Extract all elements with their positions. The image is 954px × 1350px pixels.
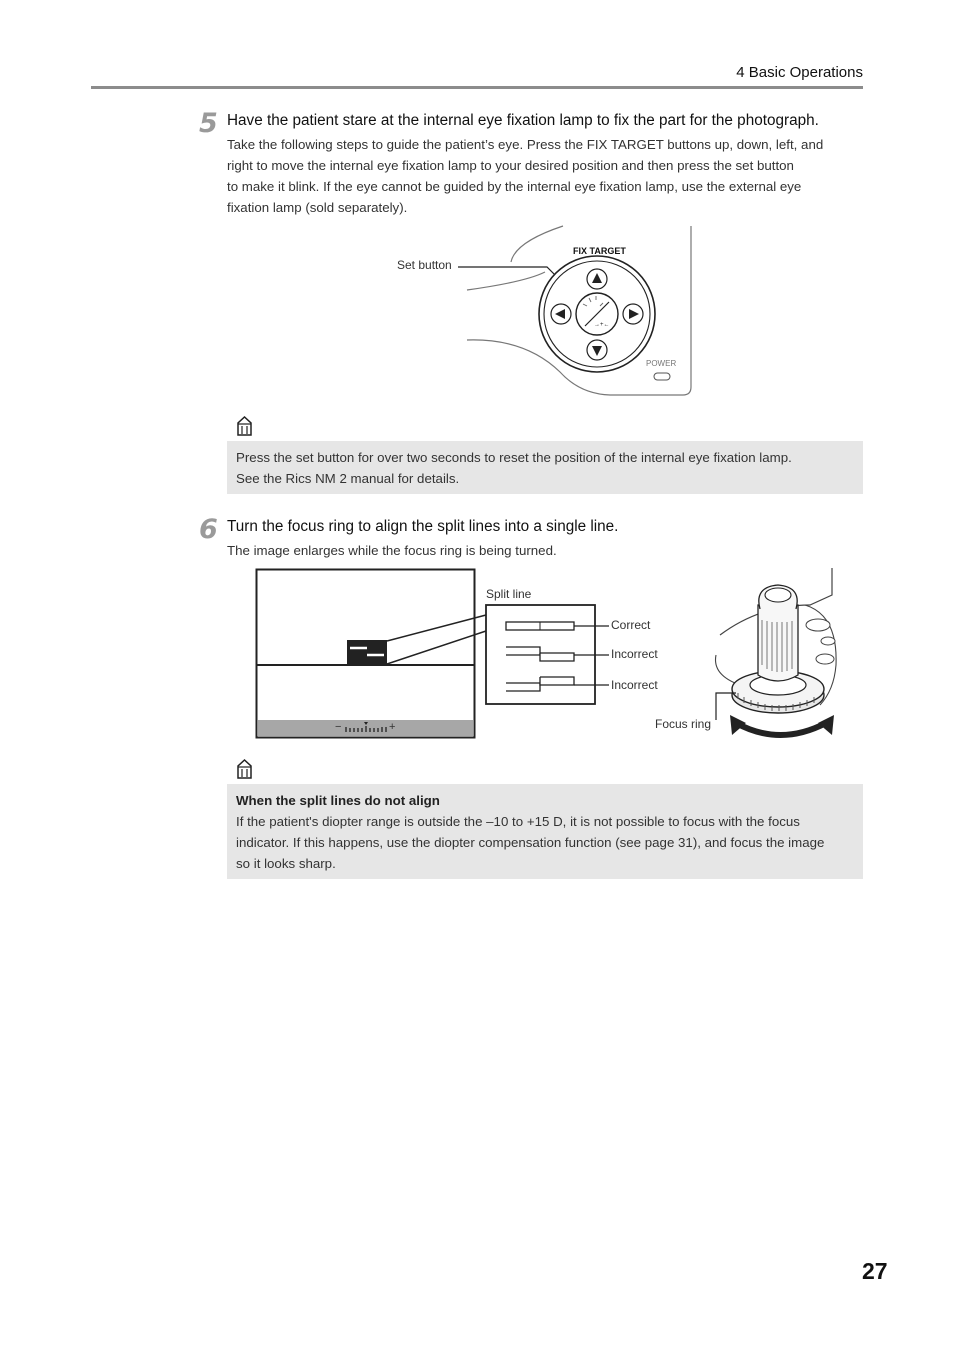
- step-5-note: [227, 441, 863, 494]
- step-5-body-line: right to move the internal eye fixation lamp to your desired position and then press the set button: [227, 158, 794, 173]
- indicator-minus: −: [335, 721, 342, 733]
- step-5-body-line: to make it blink. If the eye cannot be guided by the internal eye fixation lamp, use the external eye: [227, 179, 802, 194]
- chapter-title: 4 Basic Operations: [736, 64, 863, 81]
- step-6-note: [227, 784, 863, 879]
- focus-ring-label: Focus ring: [655, 717, 712, 731]
- note-line: If the patient's diopter range is outside the –10 to +15 D, it is not possible to focus with the focus: [236, 814, 800, 829]
- step-5-body-line: fixation lamp (sold separately).: [227, 200, 408, 215]
- memo-icon: [236, 415, 253, 436]
- set-button-label: Set button: [397, 258, 452, 272]
- page-number: 27: [862, 1258, 888, 1284]
- step-6-title: Turn the focus ring to align the split lines into a single line.: [227, 518, 619, 535]
- header-rule: [91, 86, 863, 89]
- joystick-focus-ring-illustration: [700, 565, 840, 745]
- step-5-body: [227, 134, 867, 218]
- correct-label: Correct: [611, 618, 651, 632]
- indicator-plus: +: [389, 721, 396, 733]
- split-line-illustration: [255, 568, 620, 743]
- power-indicator: [654, 373, 670, 380]
- note-line: Press the set button for over two seconds to reset the position of the internal eye fixation lamp.: [236, 450, 792, 465]
- note-line: See the Rics NM 2 manual for details.: [236, 471, 460, 486]
- memo-icon: [236, 758, 253, 779]
- incorrect-label-1: Incorrect: [611, 647, 658, 661]
- step-5-body-line: Take the following steps to guide the patient’s eye. Press the FIX TARGET buttons up, down, left, and: [227, 137, 824, 152]
- fix-target-label: FIX TARGET: [573, 246, 626, 256]
- svg-text:→+←: →+←: [594, 322, 610, 328]
- step-6-number: 6: [199, 514, 218, 545]
- fix-target-panel-illustration: [455, 222, 700, 402]
- step-6-body: The image enlarges while the focus ring is being turned.: [227, 543, 557, 558]
- step-5-number: 5: [199, 108, 218, 139]
- incorrect-label-2: Incorrect: [611, 678, 658, 692]
- note-heading: When the split lines do not align: [236, 793, 440, 808]
- power-label: POWER: [646, 359, 677, 368]
- split-line-label: Split line: [486, 587, 532, 601]
- note-line: so it looks sharp.: [236, 856, 336, 871]
- note-line: indicator. If this happens, use the diopter compensation function (see page 31), and focus the image: [236, 835, 825, 850]
- step-5-title: Have the patient stare at the internal eye fixation lamp to fix the part for the photograph.: [227, 112, 819, 129]
